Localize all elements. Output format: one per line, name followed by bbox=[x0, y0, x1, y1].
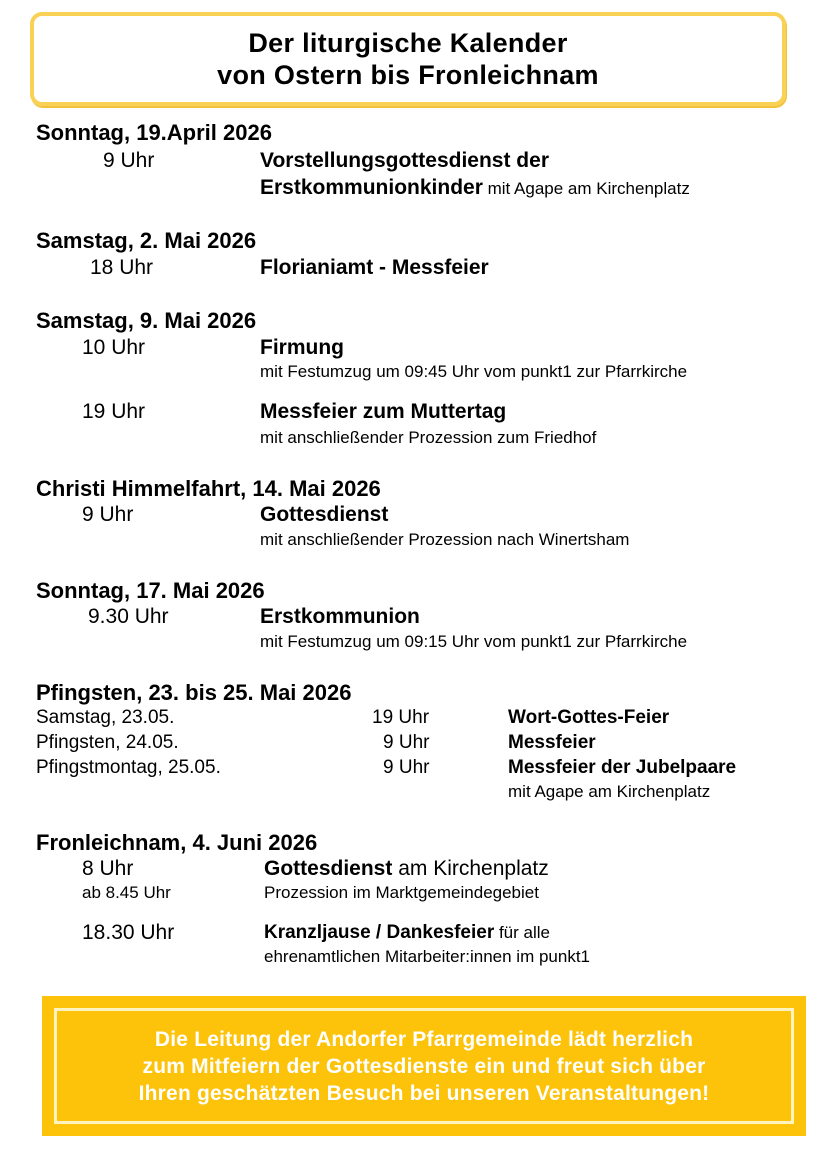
event-note: ehrenamtlichen Mitarbeiter:innen im punkt1 bbox=[264, 947, 591, 966]
event-title-rest: für alle bbox=[494, 923, 550, 942]
event-title: Gottesdienst bbox=[260, 503, 389, 526]
event-title bbox=[264, 922, 550, 944]
event-note: mit Festumzug um 09:15 Uhr vom punkt1 zur Pfarrkirche bbox=[260, 632, 688, 651]
event-time: 10 Uhr bbox=[82, 336, 146, 359]
event-time-sub: ab 8.45 Uhr bbox=[82, 883, 171, 902]
event-time: 9 Uhr bbox=[82, 503, 134, 526]
pentecost-day: Samstag, 23.05. bbox=[36, 707, 175, 728]
invitation-line1: Die Leitung der Andorfer Pfarrgemeinde lädt herzlich bbox=[154, 1027, 694, 1051]
event-title: Messfeier zum Muttertag bbox=[260, 400, 507, 423]
event-title: Florianiamt - Messfeier bbox=[260, 256, 489, 279]
event-title: Erstkommunion bbox=[260, 605, 420, 628]
event-time: 9.30 Uhr bbox=[88, 605, 169, 628]
event-title-line2: Erstkommunionkinder bbox=[260, 176, 483, 199]
pentecost-time: 19 Uhr bbox=[372, 707, 430, 728]
event-time: 18 Uhr bbox=[90, 256, 154, 279]
event-note: mit anschließender Prozession zum Friedhof bbox=[260, 428, 597, 447]
event-title-main: Gottesdienst bbox=[264, 857, 393, 880]
invitation-line2: zum Mitfeiern der Gottesdienste ein und freut sich über bbox=[142, 1054, 706, 1078]
event-time: 8 Uhr bbox=[82, 857, 134, 880]
event-date: Christi Himmelfahrt, 14. Mai 2026 bbox=[36, 476, 381, 501]
pentecost-event: Messfeier bbox=[508, 732, 596, 753]
pentecost-day: Pfingsten, 24.05. bbox=[36, 732, 179, 753]
pentecost-day: Pfingstmontag, 25.05. bbox=[36, 757, 221, 778]
invitation-inner bbox=[54, 1008, 794, 1124]
title-box bbox=[30, 12, 786, 106]
invitation-box bbox=[42, 996, 806, 1136]
invitation-line3: Ihren geschätzten Besuch bei unseren Veranstaltungen! bbox=[138, 1081, 710, 1105]
event-title-main: Kranzljause / Dankesfeier bbox=[264, 922, 495, 943]
event-title bbox=[264, 857, 549, 881]
page-title-line1: Der liturgische Kalender bbox=[248, 28, 568, 58]
event-time: 18.30 Uhr bbox=[82, 921, 175, 944]
pentecost-event: Wort-Gottes-Feier bbox=[508, 707, 670, 728]
event-date: Sonntag, 19.April 2026 bbox=[36, 120, 272, 145]
event-note: Prozession im Marktgemeindegebiet bbox=[264, 883, 539, 902]
event-date: Samstag, 9. Mai 2026 bbox=[36, 308, 257, 333]
event-title: Vorstellungsgottesdienst der bbox=[260, 149, 549, 172]
event-title: Firmung bbox=[260, 336, 344, 359]
event-time: 9 Uhr bbox=[103, 149, 155, 172]
event-title-rest: am Kirchenplatz bbox=[392, 857, 549, 880]
pentecost-time: 9 Uhr bbox=[383, 732, 430, 753]
event-note: mit Festumzug um 09:45 Uhr vom punkt1 zur Pfarrkirche bbox=[260, 362, 688, 381]
event-date: Samstag, 2. Mai 2026 bbox=[36, 228, 257, 253]
event-title-cont bbox=[260, 176, 690, 200]
page-title-line2: von Ostern bis Fronleichnam bbox=[217, 60, 599, 90]
event-time: 19 Uhr bbox=[82, 400, 146, 423]
event-note: mit anschließender Prozession nach Winertsham bbox=[260, 530, 630, 549]
pentecost-time: 9 Uhr bbox=[383, 757, 430, 778]
event-note: mit Agape am Kirchenplatz bbox=[508, 782, 711, 801]
event-date: Pfingsten, 23. bis 25. Mai 2026 bbox=[36, 680, 352, 705]
event-title-rest: mit Agape am Kirchenplatz bbox=[482, 179, 690, 198]
event-date: Fronleichnam, 4. Juni 2026 bbox=[36, 830, 318, 855]
event-date: Sonntag, 17. Mai 2026 bbox=[36, 578, 265, 603]
pentecost-event: Messfeier der Jubelpaare bbox=[508, 757, 737, 778]
